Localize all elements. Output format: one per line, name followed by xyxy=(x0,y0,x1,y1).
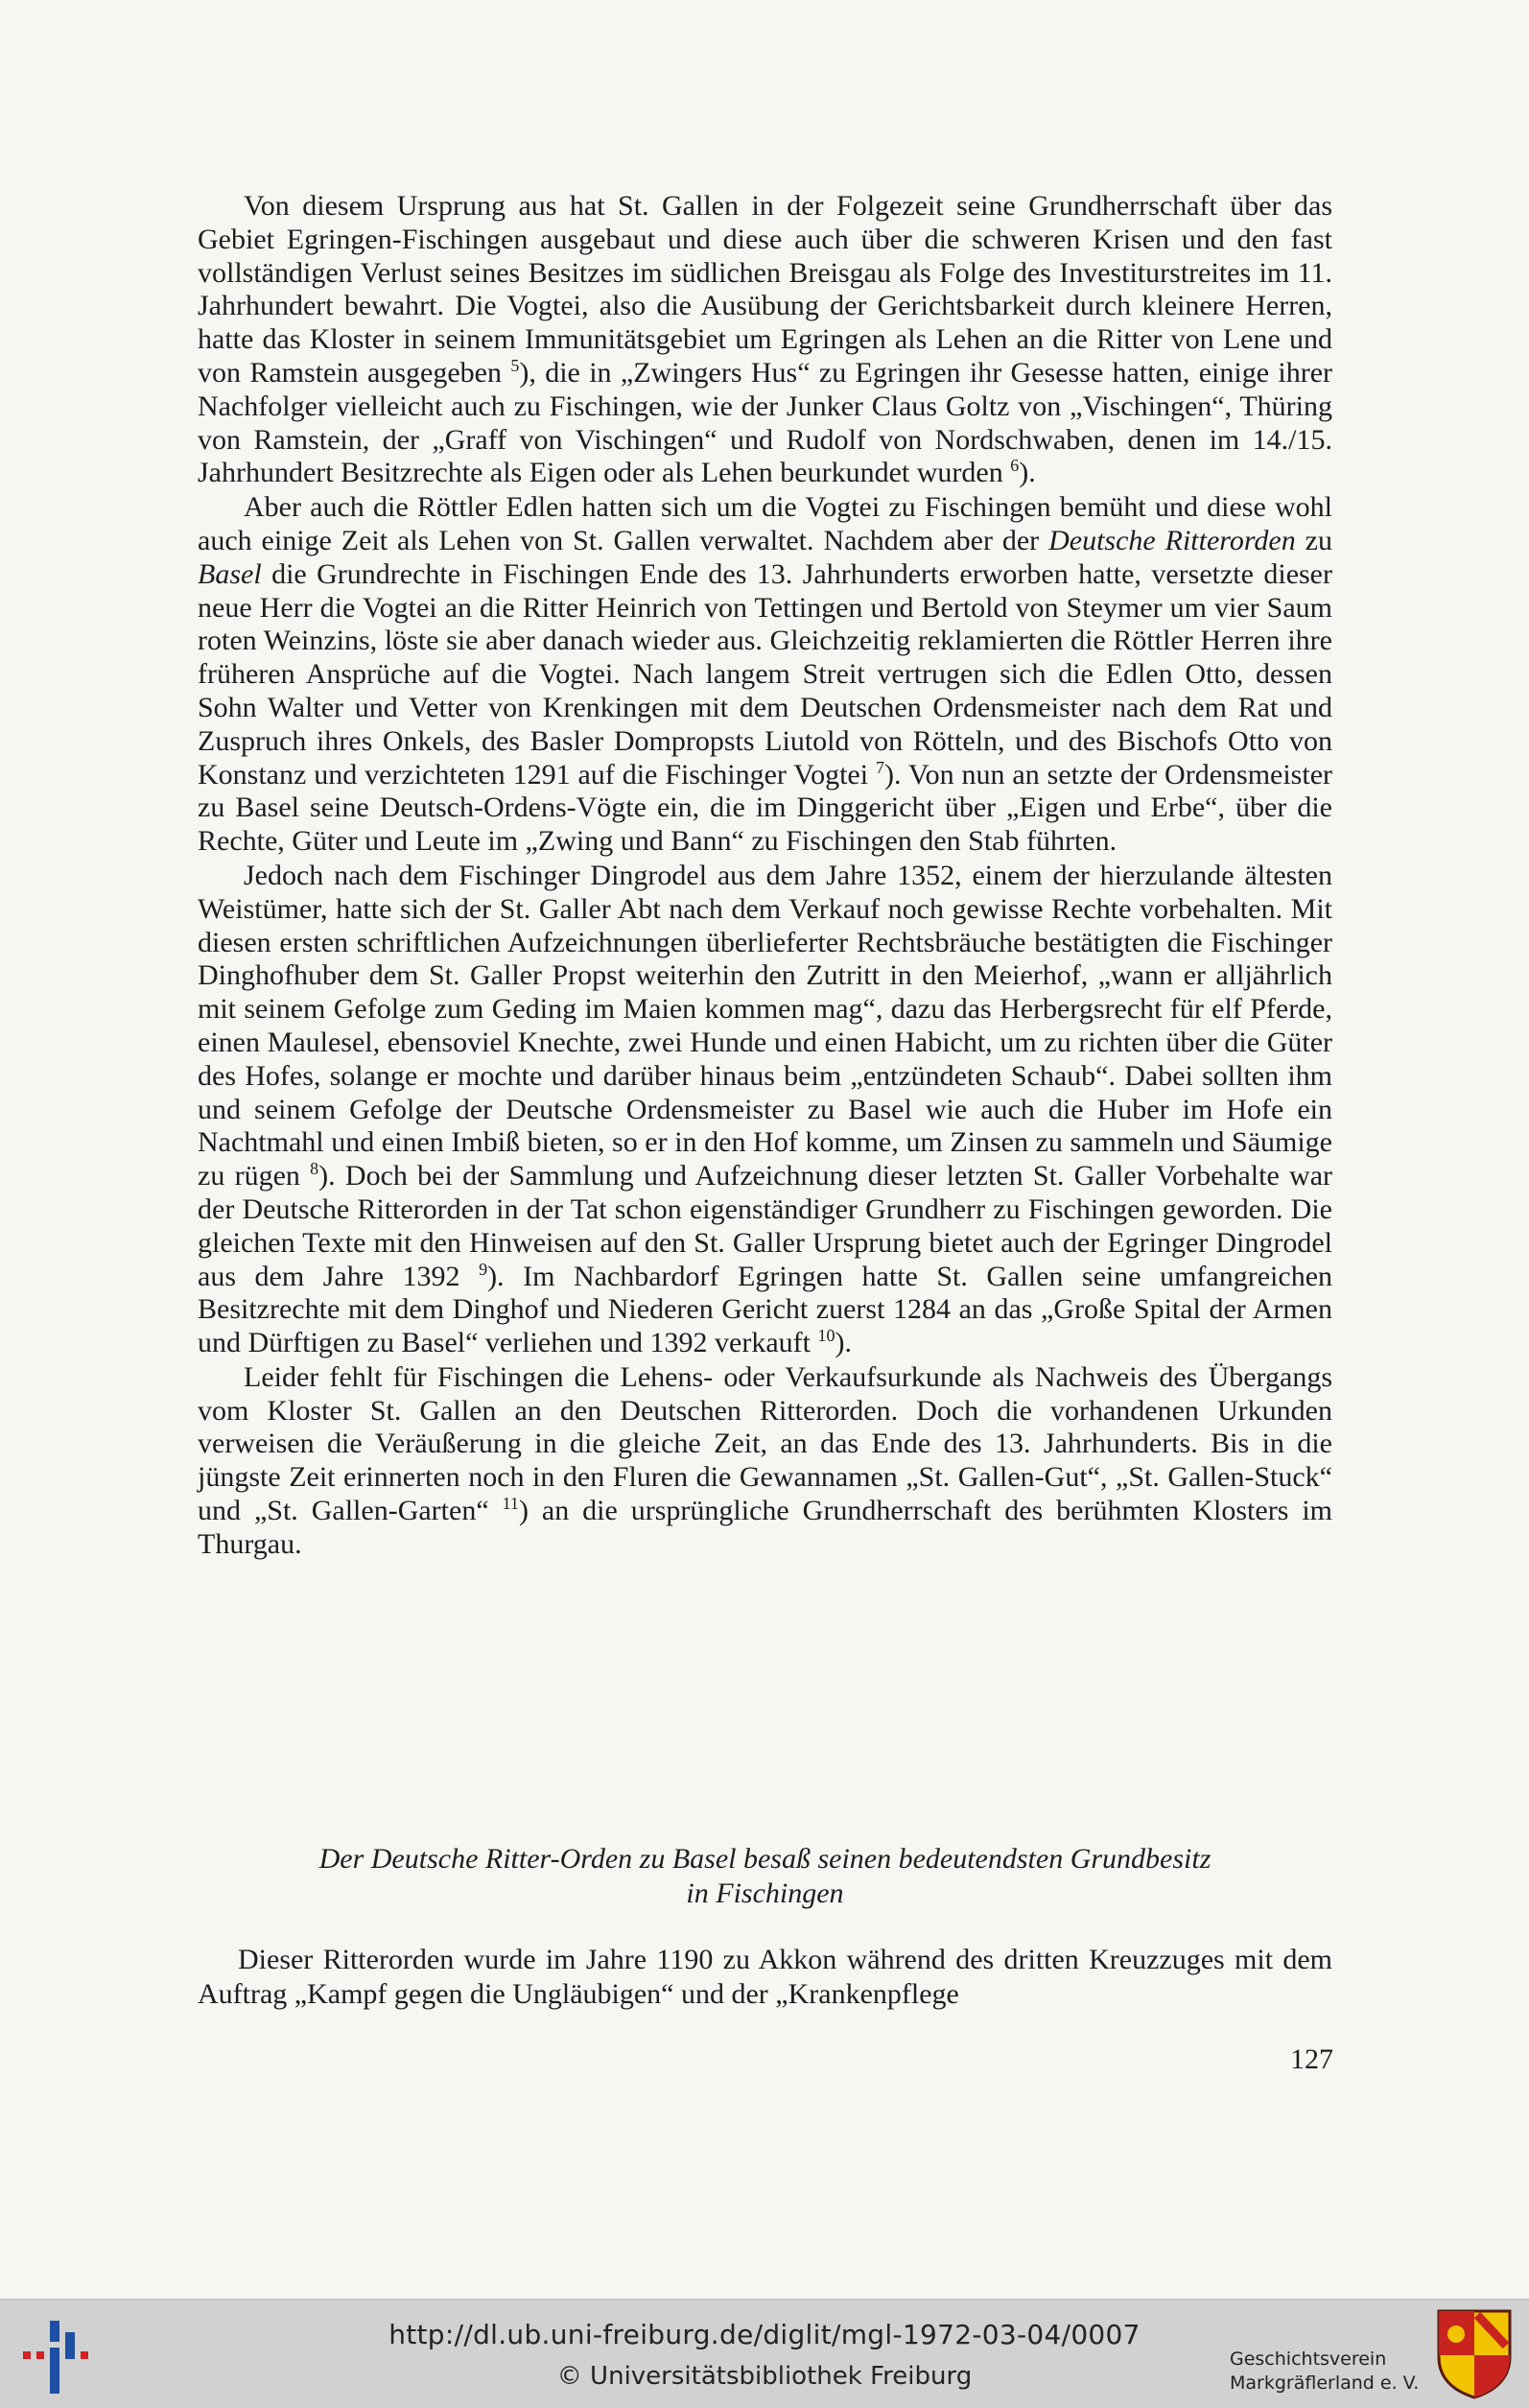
footnote-ref[interactable]: 6 xyxy=(1010,456,1020,476)
section-heading-line-1: Der Deutsche Ritter-Orden zu Basel besaß seinen bedeutendsten Grundbesitz xyxy=(318,1843,1211,1875)
paragraph-2: Aber auch die Röttler Edlen hatten sich um die Vogtei zu Fischingen bemüht und diese wohl auch einige Zeit als Lehen von St. Gallen verwaltet. Nachdem aber der Deutsche Ritterorden zu Basel die Grundrechte in Fischingen Ende des 13. Jahrhunderts erworben hatte, versetzte dieser neue Herr die Vogtei an die Ritter Heinrich von Tettingen und Bertold von Steymer um vier Saum roten Weinzins, löste sie aber danach wieder aus. Gleichzeitig reklamierten die Röttler Herren ihre früheren Ansprüche auf die Vogtei. Nach langem Streit vertrugen sich die Edlen Otto, dessen Sohn Walter und Vetter von Krenkingen mit dem Deutschen Ordensmeister nach dem Rat und Zuspruch ihres Onkels, des Basler Dompropsts Liutold von Rötteln, und des Bischofs Otto von Konstanz und verzichteten 1291 auf die Fischinger Vogtei $^7$). Von nun an setzte der Ordensmeister zu Basel seine Deutsch-Ordens-Vögte ein, die im Dinggericht über „Eigen und Erbe“, über die Rechte, Güter und Leute im „Zwing und Bann“ zu Fischingen den Stab führten. xyxy=(198,491,1332,858)
paragraph-4: Leider fehlt für Fischingen die Lehens- oder Verkaufsurkunde als Nachweis des Übergangs vom Kloster St. Gallen an den Deutschen Ritterorden. Doch die vorhandenen Urkunden verweisen die Veräußerung in die gleiche Zeit, an das Ende des 13. Jahrhunderts. Bis in die jüngste Zeit erinnerten noch in den Fluren die Gewannamen „St. Gallen-Gut“, „St. Gallen-Stuck“ und „St. Gallen-Garten“ $^{11}$) an die ursprüngliche Grundherrschaft des berühmten Klosters im Thurgau. xyxy=(198,1360,1332,1560)
italic-term: Basel xyxy=(198,557,262,590)
page-number: 127 xyxy=(1290,2043,1333,2075)
section-heading xyxy=(198,1842,1332,1911)
italic-term: Deutsche Ritterorden xyxy=(1048,524,1296,556)
paragraph-5: Dieser Ritterorden wurde im Jahre 1190 zu Akkon während des dritten Kreuzzuges mit dem Auftrag „Kampf gegen die Ungläubigen“ und der „Krankenpflege xyxy=(198,1944,1332,2010)
society-name[interactable]: Geschichtsverein Markgräflerland e. V. xyxy=(1230,2349,1420,2394)
footnote-ref[interactable]: 8 xyxy=(310,1159,319,1179)
footnote-ref[interactable]: 9 xyxy=(479,1259,488,1279)
section-heading-line-2: in Fischingen xyxy=(686,1877,844,1909)
footnote-ref[interactable]: 7 xyxy=(875,757,884,777)
document-url-link[interactable]: http://dl.ub.uni-freiburg.de/diglit/mgl-1972-03-04/0007 xyxy=(388,2319,1141,2350)
copyright-notice: © Universitätsbibliothek Freiburg xyxy=(556,2362,973,2391)
body-text xyxy=(198,190,1332,1562)
footnote-ref[interactable]: 5 xyxy=(510,355,520,375)
viewer-footer xyxy=(0,2299,1529,2408)
coat-of-arms-icon[interactable] xyxy=(1435,2307,1514,2399)
paragraph-1: Von diesem Ursprung aus hat St. Gallen in der Folgezeit seine Grundherrschaft über das Gebiet Egringen-Fischingen ausgebaut und diese auch über die schweren Krisen und den fast vollständigen Verlust seines Besitzes im südlichen Breisgau als Folge des Investiturstreites im 11. Jahrhundert bewahrt. Die Vogtei, also die Ausübung der Gerichtsbarkeit durch kleinere Herren, hatte das Kloster in seinem Immunitätsgebiet um Egringen als Lehen an die Ritter von Lene und von Ramstein ausgegeben $^5$), die in „Zwingers Hus“ zu Egringen ihr Gesesse hatten, einige ihrer Nachfolger vielleicht auch zu Fischingen, wie der Junker Claus Goltz von „Vischingen“, Thüring von Ramstein, der „Graff von Vischingen“ und Rudolf von Nordschwaben, denen im 14./15. Jahrhundert Besitzrechte als Eigen oder als Lehen beurkundet wurden $^6$). xyxy=(198,190,1332,489)
section-body xyxy=(198,1943,1332,2012)
paragraph-3: Jedoch nach dem Fischinger Dingrodel aus dem Jahre 1352, einem der hierzulande ältesten Weistümer, hatte sich der St. Galler Abt nach dem Verkauf noch gewisse Rechte vorbehalten. Mit diesen ersten schriftlichen Aufzeichnungen überlieferter Rechtsbräuche bestätigten die Fischinger Dinghofhuber dem St. Galler Propst weiterhin den Zutritt in den Meierhof, „wann er alljährlich mit seinem Gefolge zum Geding im Maien kommen mag“, dazu das Herbergsrecht für elf Pferde, einen Maulesel, ebensoviel Knechte, zwei Hunde und einen Habicht, um zu richten über die Güter des Hofes, solange er mochte und darüber hinaus beim „entzündeten Schaub“. Dabei sollten ihm und seinem Gefolge der Deutsche Ordensmeister zu Basel wie auch die Huber im Hofe ein Nachtmahl und einen Imbiß bieten, so er in den Hof komme, um Zinsen zu sammeln und Säumige zu rügen $^8$). Doch bei der Sammlung und Aufzeichnung dieser letzten St. Galler Vorbehalte war der Deutsche Ritterorden in der Tat schon eigenständiger Grundherr zu Fischingen geworden. Die gleichen Texte mit den Hinweisen auf den St. Galler Ursprung bietet auch der Egringer Dingrodel aus dem Jahre 1392 $^9$). Im Nachbardorf Egringen hatte St. Gallen seine umfangreichen Besitzrechte mit dem Dinghof und Niederen Gericht zuerst 1284 an das „Große Spital der Armen und Dürftigen zu Basel“ verliehen und 1392 verkauft $^{10}$). xyxy=(198,859,1333,1359)
footnote-ref[interactable]: 11 xyxy=(502,1494,519,1514)
footnote-ref[interactable]: 10 xyxy=(817,1326,835,1346)
